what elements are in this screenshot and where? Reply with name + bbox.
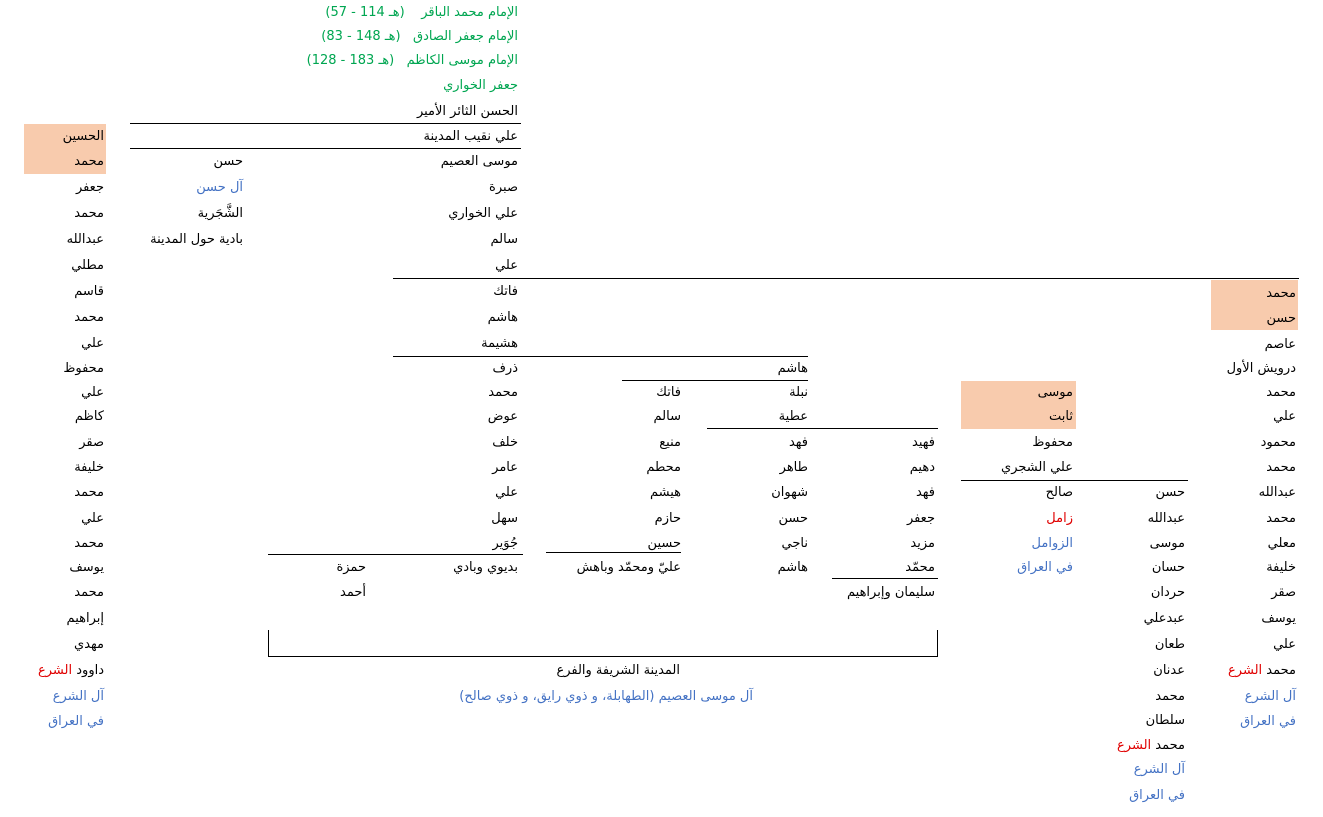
hasan2-name: عبدالله (1147, 511, 1185, 526)
right-name: علي (1273, 409, 1296, 424)
hasan-thair: الحسن الثائر الأمير (416, 104, 518, 119)
fatik-name: حازم (654, 511, 681, 526)
main-name: فاتك (493, 284, 518, 299)
main-name: عوض (487, 409, 518, 424)
right-muhammad: محمد (1266, 663, 1296, 678)
left-name: محمد (74, 585, 104, 600)
zawamil-iraq: في العراق (1017, 560, 1073, 575)
imam-sadiq (321, 24, 518, 49)
right-name: يوسف (1261, 611, 1296, 626)
right-al-shar: آل الشرع (1244, 689, 1296, 704)
imam-sadiq-years: (هـ 148 - 83) (321, 29, 401, 44)
imam-kazim-name: الإمام موسى الكاظم (406, 53, 518, 68)
hasan-branch: حسن (213, 154, 243, 169)
left-name: عبدالله (66, 232, 104, 247)
fatik-name: هيشم (649, 485, 681, 500)
thabit: ثابت (1049, 409, 1073, 424)
fatik-name: فاتك (656, 385, 681, 400)
main-name: بديوي وبادي (453, 560, 518, 575)
hasan2-name: حسان (1151, 560, 1185, 575)
left-name: إبراهيم (66, 611, 104, 626)
ahmad: أحمد (340, 585, 366, 600)
divider-line (393, 278, 1299, 279)
right-name: درويش الأول (1226, 361, 1296, 376)
hasan2-muhammad-shar (1117, 733, 1185, 758)
ali-naqib: علي نقيب المدينة (423, 129, 518, 144)
right-name: محمد (1266, 511, 1296, 526)
main-name: سالم (490, 232, 518, 247)
left-name: علي (81, 385, 104, 400)
fuhaid-name: فهد (915, 485, 935, 500)
imam-kazim-years: (هـ 183 - 128) (306, 53, 395, 68)
hasan2-al-shar: آل الشرع (1133, 762, 1185, 777)
main-name: هاشم (487, 310, 518, 325)
right-name: معلي (1267, 536, 1296, 551)
main-name: علي الخواري (448, 206, 518, 221)
hashim-name: نبلة (789, 385, 808, 400)
fatik-name: حسين (647, 536, 681, 551)
divider-line (393, 356, 808, 357)
bracket-left (268, 630, 269, 657)
hashim-name: حسن (778, 511, 808, 526)
left-iraq: في العراق (48, 714, 104, 729)
left-name: علي (81, 511, 104, 526)
main-name: ذرف (492, 361, 518, 376)
left-name: كاظم (74, 409, 104, 424)
ali-shajari: علي الشجري (1001, 460, 1073, 475)
main-name: سهل (491, 511, 518, 526)
left-name: قاسم (74, 284, 104, 299)
fatik-name: محطم (646, 460, 681, 475)
hashim-name: هاشم (777, 361, 808, 376)
right-name: محمد (1266, 286, 1296, 301)
madina-label: المدينة الشريفة والفرع (556, 663, 680, 678)
shajariya: الشَّجَرية (197, 206, 243, 221)
right-name: محمد (1266, 385, 1296, 400)
right-name: محمد (1266, 460, 1296, 475)
hashim-name: ناجي (781, 536, 808, 551)
hasan2-name: حسن (1155, 485, 1185, 500)
right-name: علي (1273, 637, 1296, 652)
left-daud-shar (38, 658, 104, 683)
fuhaid-name: مزيد (910, 536, 935, 551)
main-name: علي (495, 258, 518, 273)
fatik-name: عليّ ومحمّد وباهش (576, 560, 681, 575)
left-name: صقر (79, 435, 104, 450)
badiya: بادية حول المدينة (150, 232, 243, 247)
main-name: محمد (488, 385, 518, 400)
right-name: محمود (1260, 435, 1296, 450)
left-name: جعفر (75, 180, 104, 195)
fuhaid-name: جعفر (906, 511, 935, 526)
main-name: خلف (492, 435, 518, 450)
right-muhammad-shar (1228, 658, 1296, 683)
hasan2-iraq: في العراق (1129, 788, 1185, 803)
left-name: علي (81, 336, 104, 351)
imam-baqir (325, 0, 518, 25)
imam-kazim (307, 48, 518, 73)
left-name: محمد (74, 536, 104, 551)
fuhaid-name: محمّد (905, 560, 935, 575)
main-name: موسى العصيم (440, 154, 518, 169)
salih: صالح (1045, 485, 1073, 500)
left-name: خليفة (74, 460, 104, 475)
al-hasan: آل حسن (196, 180, 243, 195)
hashim-name: هاشم (777, 560, 808, 575)
main-name: عامر (492, 460, 518, 475)
fuhaid-name: دهيم (909, 460, 935, 475)
right-name: صقر (1271, 585, 1296, 600)
divider-line (707, 428, 938, 429)
main-name: صبرة (489, 180, 518, 195)
right-name: عبدالله (1258, 485, 1296, 500)
jafar-khawari: جعفر الخواري (443, 78, 518, 93)
left-name: يوسف (69, 560, 104, 575)
divider-line (961, 480, 1188, 481)
left-daud: داوود (76, 663, 104, 678)
left-name: محمد (74, 206, 104, 221)
hashim-name: طاهر (779, 460, 808, 475)
hasan2-shar: الشرع (1117, 738, 1152, 753)
zawamil: الزوامل (1031, 536, 1073, 551)
al-musa-label: آل موسى العصيم (الطهابلة، و ذوي رايق، و ذوي صالح) (459, 689, 753, 704)
right-shar: الشرع (1228, 663, 1263, 678)
musa: موسى (1037, 385, 1073, 400)
left-name: مطلي (71, 258, 104, 273)
hasan2-name: عدنان (1153, 663, 1185, 678)
right-name: حسن (1266, 311, 1296, 326)
left-name: محمد (74, 485, 104, 500)
hashim-name: عطية (778, 409, 808, 424)
left-name: محفوظ (63, 361, 104, 376)
left-name: محمد (74, 154, 104, 169)
left-name: مهدي (74, 637, 104, 652)
right-name: عاصم (1264, 337, 1296, 352)
hasan2-name: محمد (1155, 689, 1185, 704)
left-shar: الشرع (38, 663, 73, 678)
hasan2-name: طعان (1154, 637, 1185, 652)
imam-sadiq-name: الإمام جعفر الصادق (412, 29, 518, 44)
hasan2-name: عبدعلي (1143, 611, 1185, 626)
hasan2-name: سلطان (1145, 713, 1185, 728)
bracket-right (937, 630, 938, 657)
hasan2-name: موسى (1149, 536, 1185, 551)
imam-baqir-name: الإمام محمد الباقر (421, 5, 518, 20)
bracket-bottom (268, 656, 938, 657)
hashim-name: فهد (788, 435, 808, 450)
right-iraq: في العراق (1240, 714, 1296, 729)
fuhaid-name: فهيد (912, 435, 935, 450)
left-name: الحسين (62, 129, 104, 144)
mahfuz: محفوظ (1032, 435, 1073, 450)
zamil: زامل (1046, 511, 1073, 526)
hashim-name: شهوان (771, 485, 808, 500)
fuhaid-name: سليمان وإبراهيم (847, 585, 935, 600)
main-name: هشيمة (481, 336, 518, 351)
hasan2-name: حردان (1150, 585, 1185, 600)
fatik-name: سالم (653, 409, 681, 424)
hasan2-muhammad: محمد (1155, 738, 1185, 753)
hamza: حمزة (336, 560, 366, 575)
right-name: خليفة (1266, 560, 1296, 575)
left-name: محمد (74, 310, 104, 325)
main-name: علي (495, 485, 518, 500)
fatik-name: منيع (659, 435, 681, 450)
left-al-shar: آل الشرع (52, 689, 104, 704)
imam-baqir-years: (هـ 114 - 57) (325, 5, 405, 20)
main-name: جُوَير (492, 536, 518, 551)
